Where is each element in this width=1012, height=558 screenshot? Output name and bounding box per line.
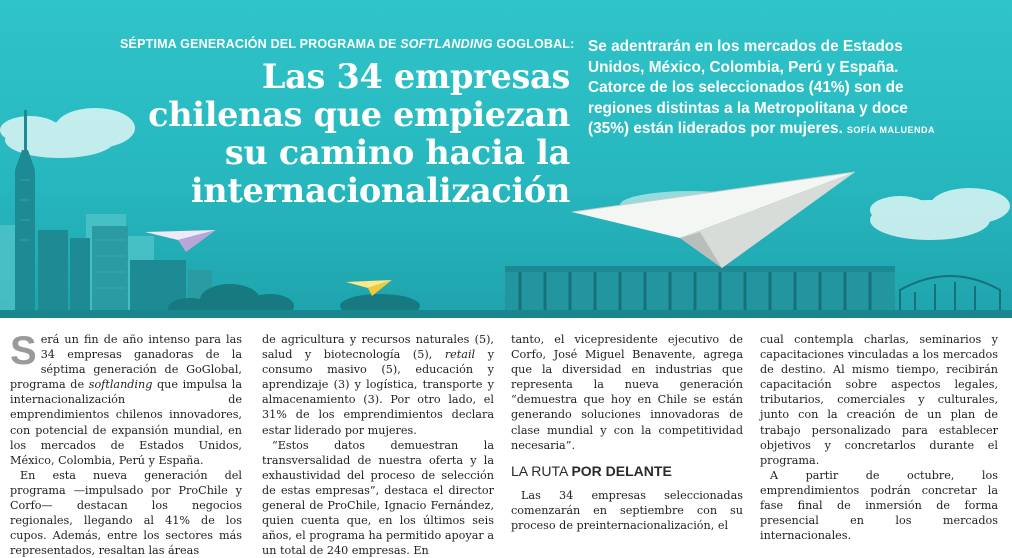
paragraph: tanto, el vicepresidente ejecutivo de Corfo, José Miguel Benavente, agrega que la diversidad en industrias que representa la nueva generación “demuestra que hoy en Chile se están generando soluciones innovadoras de clase mundial y con la competitividad necesaria”. — [511, 333, 743, 452]
dropcap: S — [10, 329, 37, 373]
paragraph: Será un fin de año intenso para las 34 empresas ganadoras de la séptima generación de GoGlobal, programa de softlanding que impulsa la internacionalización de emprendimientos chilenos innovadores, con potencial de expansión mundial, en los mercados de Estados Unidos, México, Colombia, Perú y España. — [10, 329, 242, 467]
paragraph: Las 34 empresas seleccionadas comenzarán en septiembre con su proceso de preinternacionalización, el — [511, 488, 743, 532]
article-column-4 — [760, 332, 998, 543]
paragraph: cual contempla charlas, seminarios y capacitaciones vinculadas a los mercados de destino. Al mismo tiempo, recibirán capacitación sobre aspectos legales, tributarios, comerciales y culturales, junto con la creación de un plan de trabajo personalizado para establecer objetivos y concretarlos durante el programa. — [760, 333, 998, 467]
headline-line: Las 34 empresas — [261, 57, 570, 96]
headline-line: chilenas que empiezan — [148, 95, 570, 134]
paragraph: “Estos datos demuestran la transversalidad de nuestra oferta y la exhaustividad del proceso de selección de estas empresas”, destaca el director general de ProChile, Ignacio Fernández, quien cuenta que, en los últimos seis años, el programa ha permitido apoyar a un total de 240 empresas. En — [262, 438, 494, 558]
kicker-italic: SOFTLANDING — [400, 37, 493, 51]
paper-plane-icon — [145, 230, 216, 252]
byline: SOFÍA MALUENDA — [846, 125, 936, 135]
paragraph: de agricultura y recursos naturales (5), salud y biotecnología (5), retail y consumo masivo (5), educación y aprendizaje (3) y logística, transporte y almacenamiento (3). Por otro lado, el 31% de los emprendimientos declara estar liderado por mujeres. — [262, 333, 495, 437]
paragraph: En esta nueva generación del programa —impulsado por ProChile y Corfo— destacan los negocios regionales, llegando al 41% de los cupos. Además, entre los sectores más representados, resaltan las áreas — [10, 468, 242, 558]
headline-line: internacionalización — [190, 171, 570, 210]
kicker: SÉPTIMA GENERACIÓN DEL PROGRAMA DE SOFTLANDING GOGLOBAL: — [120, 37, 575, 51]
paper-plane-icon — [346, 280, 392, 296]
deck: Se adentrarán en los mercados de Estados Unidos, México, Colombia, Perú y España. Catorce de los seleccionados (41%) son de regiones distintas a la Metropolitana y doce (35%) están liderados por mujeres. SOFÍA MALUENDA — [588, 38, 936, 137]
paragraph: A partir de octubre, los emprendimientos podrán concretar la fase final de inmersión de forma presencial en los mercados internacionales. — [760, 468, 998, 543]
section-subhead: LA RUTA POR DELANTE — [511, 462, 672, 479]
headline — [120, 58, 570, 210]
article-column-1 — [10, 329, 242, 558]
article-column-2 — [262, 332, 494, 558]
article-column-3 — [511, 332, 743, 533]
headline-line: su camino hacia la — [224, 133, 570, 172]
paper-plane-icon — [572, 172, 855, 268]
